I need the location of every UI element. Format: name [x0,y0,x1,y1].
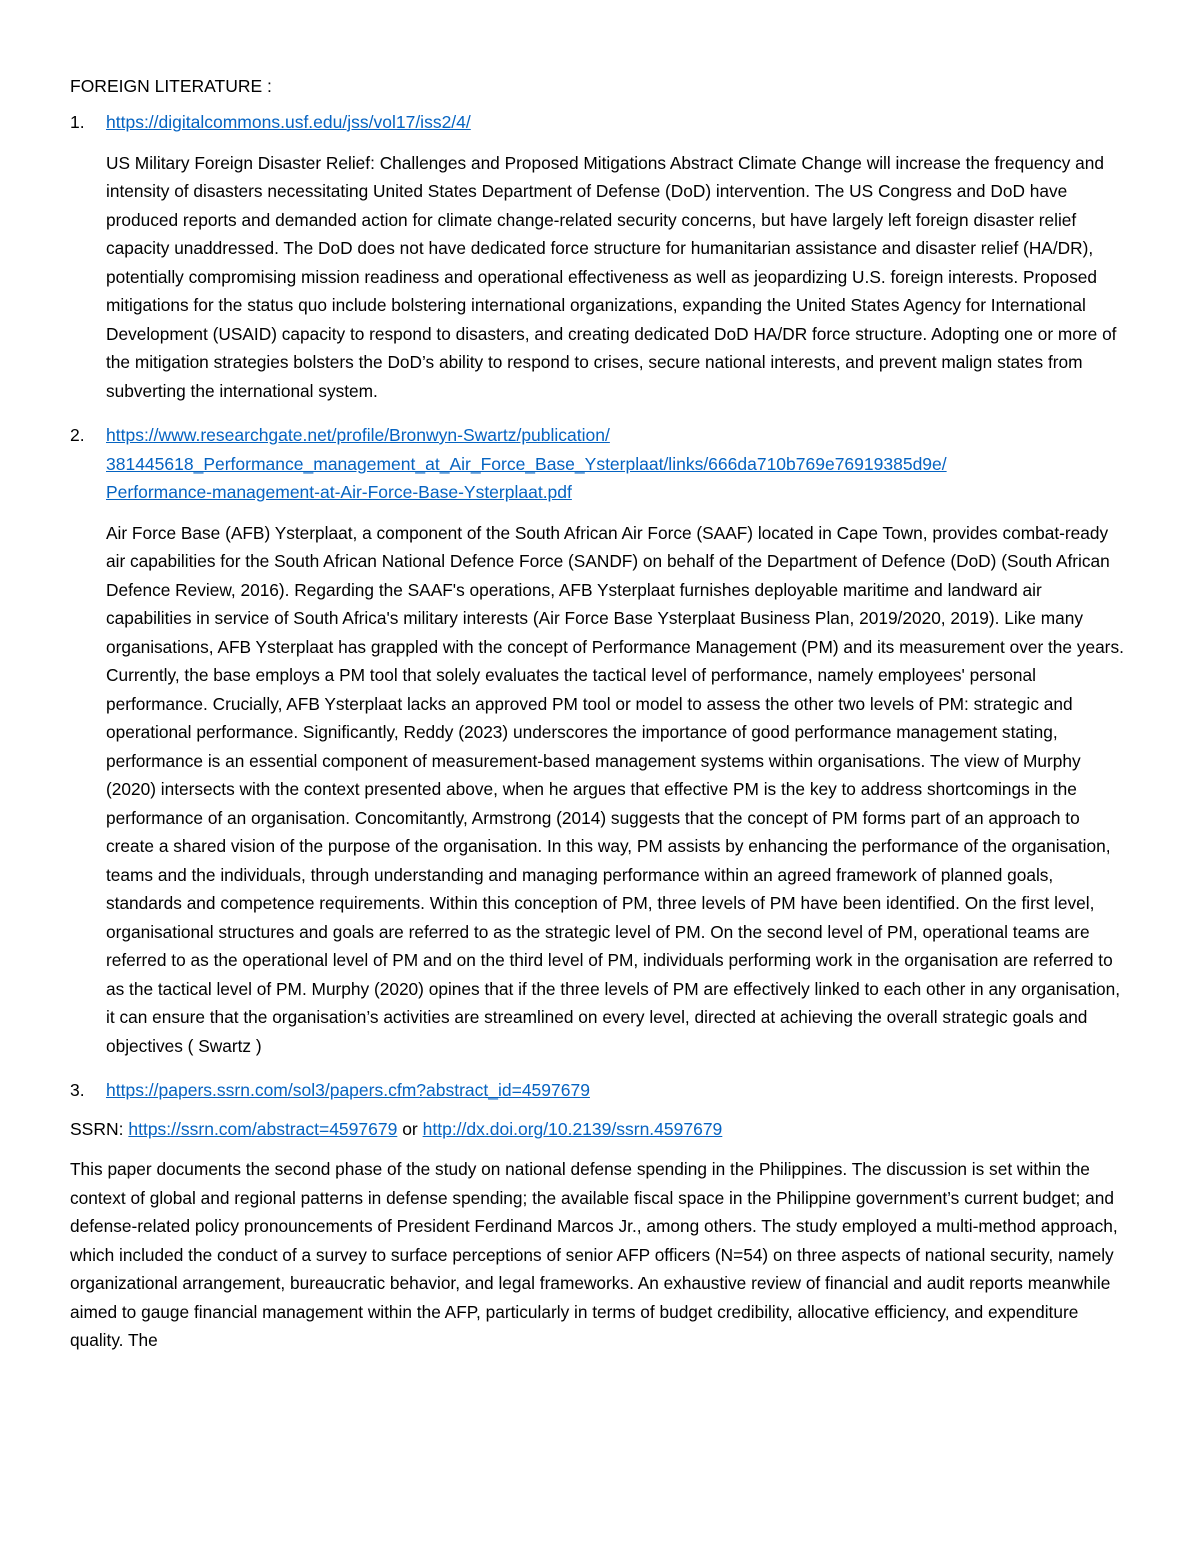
page-heading: FOREIGN LITERATURE : [70,76,272,96]
list-number: 3. [70,1080,85,1100]
list-item-3 [70,1076,1130,1105]
source-link-1[interactable]: https://digitalcommons.usf.edu/jss/vol17/iss2/4/ [106,112,471,132]
ssrn-reference [70,1115,1130,1144]
ssrn-abstract-link[interactable]: https://ssrn.com/abstract=4597679 [128,1118,398,1139]
list-number: 1. [70,112,85,132]
list-item-body[interactable] [106,421,1130,507]
doi-link[interactable]: http://dx.doi.org/10.2139/ssrn.4597679 [422,1118,723,1139]
list-item-2 [70,421,1130,507]
source-link-2-line-3[interactable]: Performance-management-at-Air-Force-Base-Ysterplaat.pdf [106,482,572,502]
source-link-2-line-1[interactable]: https://www.researchgate.net/profile/Bronwyn-Swartz/publication/ [106,425,610,445]
list-number: 2. [70,425,85,445]
source-link-2-line-2[interactable]: 381445618_Performance_management_at_Air_Force_Base_Ysterplaat/links/666da710b769e76919385d9e/ [106,453,947,474]
closing-paragraph: This paper documents the second phase of the study on national defense spending in the Philippines. The discussion is set within the context of global and regional patterns in defense spending; the available fiscal space in the Philippine government’s current budget; and defense-related policy pronouncements of President Ferdinand Marcos Jr., among others. The study employed a multi-method approach, which included the conduct of a survey to surface perceptions of senior AFP officers (N=54) on three aspects of national security, namely organizational arrangement, bureaucratic behavior, and legal frameworks. An exhaustive review of financial and audit reports meanwhile aimed to gauge financial management within the AFP, particularly in terms of budget credibility, allocative efficiency, and expenditure quality. The [70,1159,1118,1350]
list-item-body [106,108,1130,137]
source-link-3[interactable]: https://papers.ssrn.com/sol3/papers.cfm?abstract_id=4597679 [106,1080,590,1100]
ssrn-label: SSRN: [70,1118,129,1139]
abstract-paragraph-2: Air Force Base (AFB) Ysterplaat, a component of the South African Air Force (SAAF) located in Cape Town, provides combat-ready air capabilities for the South African National Defence Force (SANDF) on behalf of the Department of Defence (DoD) (South African Defence Review, 2016). Regarding the SAAF's operations, AFB Ysterplaat furnishes deployable maritime and landward air capabilities in service of South Africa's military interests (Air Force Base Ysterplaat Business Plan, 2019/2020, 2019). Like many organisations, AFB Ysterplaat has grappled with the concept of Performance Management (PM) and its measurement over the years. Currently, the base employs a PM tool that solely evaluates the tactical level of performance, namely employees' personal performance. Crucially, AFB Ysterplaat lacks an approved PM tool or model to assess the other two levels of PM: strategic and operational performance. Significantly, Reddy (2023) underscores the importance of good performance management stating, performance is an essential component of measurement-based management systems within organisations. The view of Murphy (2020) intersects with the context presented above, when he argues that effective PM is the key to address shortcomings in the performance of an organisation. Concomitantly, Armstrong (2014) suggests that the concept of PM forms part of an approach to create a shared vision of the purpose of the organisation. In this way, PM assists by enhancing the performance of the organisation, teams and the individuals, through understanding and managing performance within an agreed framework of planned goals, standards and competence requirements. Within this conception of PM, three levels of PM have been identified. On the first level, organisational structures and goals are referred to as the strategic level of PM. On the second level of PM, operational teams are referred to as the operational level of PM and on the third level of PM, individuals performing work in the organisation are referred to as the tactical level of PM. Murphy (2020) opines that if the three levels of PM are effectively linked to each other in any organisation, it can ensure that the organisation’s activities are streamlined on every level, directed at achieving the overall strategic goals and objectives ( Swartz ) [106,522,1124,1056]
list-item-body [106,1076,1130,1105]
ssrn-connector: or [397,1118,423,1139]
list-item-1 [70,108,1130,137]
abstract-paragraph-1: US Military Foreign Disaster Relief: Challenges and Proposed Mitigations Abstract Climate Change will increase the frequency and intensity of disasters necessitating United States Department of Defense (DoD) intervention. The US Congress and DoD have produced reports and demanded action for climate change-related security concerns, but have largely left foreign disaster relief capacity unaddressed. The DoD does not have dedicated force structure for humanitarian assistance and disaster relief (HA/DR), potentially compromising mission readiness and operational effectiveness as well as jeopardizing U.S. foreign interests. Proposed mitigations for the status quo include bolstering international organizations, expanding the United States Agency for International Development (USAID) capacity to respond to disasters, and creating dedicated DoD HA/DR force structure. Adopting one or more of the mitigation strategies bolsters the DoD’s ability to respond to crises, secure national interests, and prevent malign states from subverting the international system. [106,152,1117,401]
